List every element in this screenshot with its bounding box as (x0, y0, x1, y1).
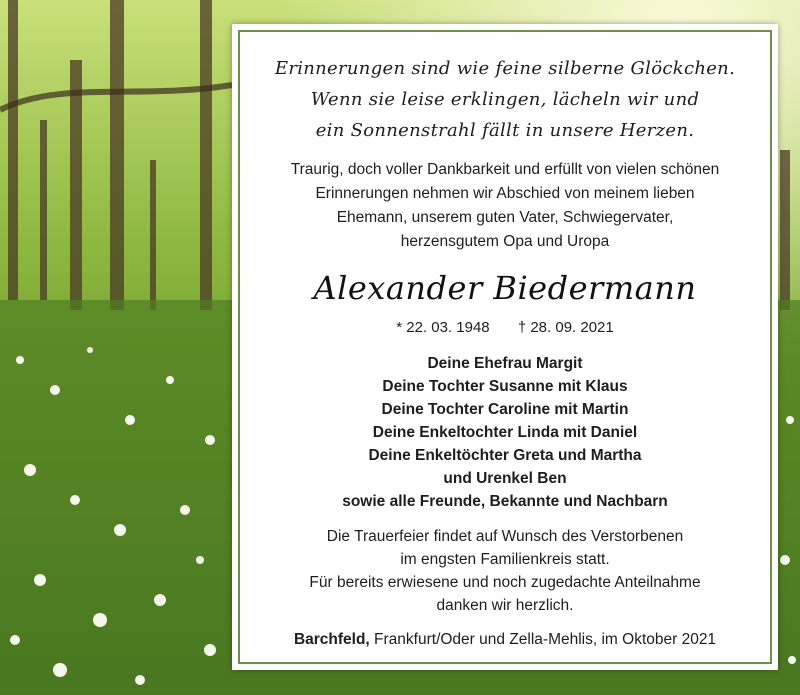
intro-line: Ehemann, unserem guten Vater, Schwiegervater, (336, 209, 674, 226)
mourner-line: Deine Ehefrau Margit (427, 355, 583, 372)
notice-line: Die Trauerfeier findet auf Wunsch des Verstorbenen (326, 528, 684, 545)
mourner-line: Deine Enkeltöchter Greta und Martha (368, 447, 642, 464)
mourner-line: sowie alle Freunde, Bekannte und Nachbarn (342, 493, 668, 510)
intro-line: Traurig, doch voller Dankbarkeit und erfüllt von vielen schönen (290, 161, 720, 178)
mourner-line: Deine Enkeltochter Linda mit Daniel (372, 424, 638, 441)
birth-date: * 22. 03. 1948 (396, 319, 490, 336)
mourner-line: und Urenkel Ben (443, 470, 567, 487)
mourners-list (235, 352, 775, 513)
obituary-content (235, 27, 775, 651)
poem-line: ein Sonnenstrahl fällt in unsere Herzen. (315, 120, 695, 141)
notice-line: Für bereits erwiesene und noch zugedachte Anteilnahme (309, 574, 701, 591)
deceased-name: Alexander Biedermann (313, 269, 697, 307)
funeral-notice (235, 525, 775, 617)
poem-line: Wenn sie leise erklingen, lächeln wir und (310, 89, 700, 110)
death-date: † 28. 09. 2021 (517, 319, 614, 336)
place-rest: Frankfurt/Oder und Zella-Mehlis, im Oktober 2021 (369, 631, 717, 648)
notice-line: danken wir herzlich. (436, 597, 574, 614)
intro-line: herzensgutem Opa und Uropa (400, 233, 610, 250)
obituary-card (232, 24, 778, 670)
notice-line: im engsten Familienkreis statt. (400, 551, 610, 568)
place-and-date (235, 629, 775, 651)
mourner-line: Deine Tochter Susanne mit Klaus (382, 378, 628, 395)
life-dates (235, 318, 775, 338)
place-town: Barchfeld, (293, 631, 370, 648)
intro-text (235, 158, 775, 254)
mourner-line: Deine Tochter Caroline mit Martin (381, 401, 629, 418)
memorial-poem (235, 53, 775, 146)
poem-line: Erinnerungen sind wie feine silberne Glöckchen. (274, 58, 736, 79)
intro-line: Erinnerungen nehmen wir Abschied von meinem lieben (315, 185, 695, 202)
